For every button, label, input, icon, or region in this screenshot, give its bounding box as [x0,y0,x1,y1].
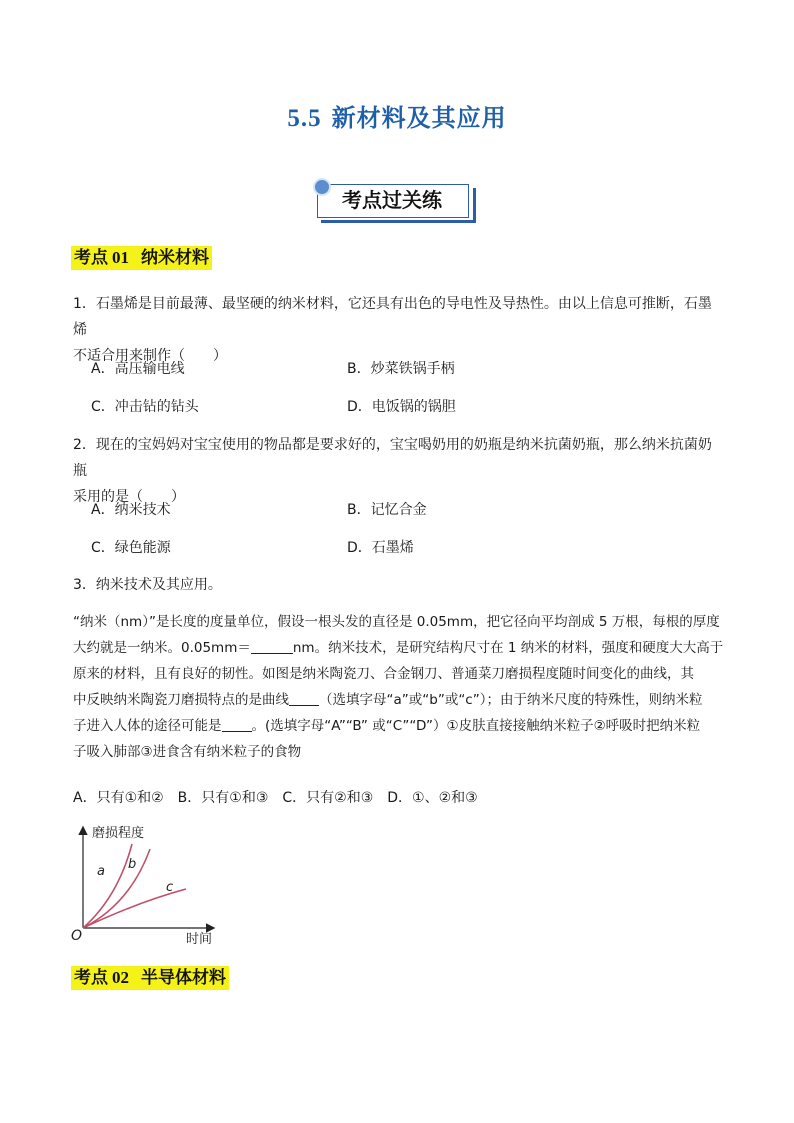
question-3-paragraph [73,609,728,765]
curve-b-label: b [128,857,137,872]
q3-line-1: “纳米（nm）”是长度的度量单位，假设一根头发的直径是 0.05mm，把它径向平均剖成 5 万根，每根的厚度 [73,614,720,630]
q1-option-d: D．电饭锅的锅胆 [347,399,456,415]
q3-line-4 [73,687,728,713]
q3-line-2 [73,635,728,661]
q1-line-1: 1．石墨烯是目前最薄、最坚硬的纳米材料，它还具有出色的导电性及导热性。由以上信息可推断，石墨烯 [73,296,712,338]
question-3-stem: 3．纳米技术及其应用。 [73,577,222,593]
title-text: 新材料及其应用 [331,104,507,132]
wear-graph [68,822,218,948]
q2-option-b: B．记忆合金 [347,502,427,518]
curve-a [83,844,132,928]
title-number: 5.5 [287,105,322,132]
q2-option-d: D．石墨烯 [347,540,414,556]
q3-line-5a: 子进入人体的途径可能是 [73,718,222,734]
x-axis-label: 时间 [186,932,213,947]
q2-line-2: 采用的是（ ） [73,489,185,505]
section-code: 02 [112,968,129,987]
q3-line-5b: 。(选填字母“A”“B” 或“C”“D”）①皮肤直接接触纳米粒子②呼吸时把纳米粒 [251,718,701,734]
q2-line-1: 2．现在的宝妈妈对宝宝使用的物品都是要求好的，宝宝喝奶用的奶瓶是纳米抗菌奶瓶，那么纳米抗菌奶瓶 [73,437,712,479]
curve-a-label: a [97,864,105,879]
section-heading-01 [71,246,212,270]
answer-blank-3[interactable] [222,717,252,732]
section-heading-02 [71,966,229,990]
q3-line-2a: 大约就是一纳米。0.05mm＝ [73,640,251,656]
q3-line-3: 原来的材料，且有良好的韧性。如图是纳米陶瓷刀、合金钢刀、普通菜刀磨损程度随时间变化的曲线，其 [73,666,694,682]
q3-line-2b: nm。纳米技术，是研究结构尺寸在 1 纳米的材料，强度和硬度大大高于 [292,640,724,656]
origin-label: O [71,928,83,944]
q2-option-a: A．纳米技术 [91,502,171,518]
curve-b [83,849,150,928]
section-name: 纳米材料 [141,248,209,268]
q3-line-5 [73,713,728,739]
curve-c-label: c [166,880,174,895]
q1-option-c: C．冲击钻的钻头 [91,399,199,415]
answer-blank-1[interactable] [251,639,293,654]
q3-line-4b: （选填字母“a”或“b”或“c”）；由于纳米尺度的特殊性，则纳米粒 [319,692,703,708]
section-badge [313,178,475,220]
section-label: 考点 [74,248,108,268]
q1-option-b: B．炒菜铁锅手柄 [347,361,455,377]
q1-line-2: 不适合用来制作（ ） [73,348,227,364]
badge-label: 考点过关练 [342,188,442,212]
q1-option-a: A．高压输电线 [91,361,185,377]
q3-options: A．只有①和② B．只有①和③ C．只有②和③ D．①、②和③ [73,790,478,806]
q3-line-6: 子吸入肺部③进食含有纳米粒子的食物 [73,744,302,760]
question-2-stem [73,432,723,510]
section-code: 01 [112,248,129,267]
section-label: 考点 [74,968,108,988]
q3-line-4a: 中反映纳米陶瓷刀磨损特点的是曲线 [73,692,289,708]
question-1-stem [73,291,723,369]
y-axis-label: 磨损程度 [92,826,145,841]
answer-blank-2[interactable] [289,691,319,706]
section-name: 半导体材料 [141,968,226,988]
q2-option-c: C．绿色能源 [91,540,171,556]
page-title [0,98,794,133]
